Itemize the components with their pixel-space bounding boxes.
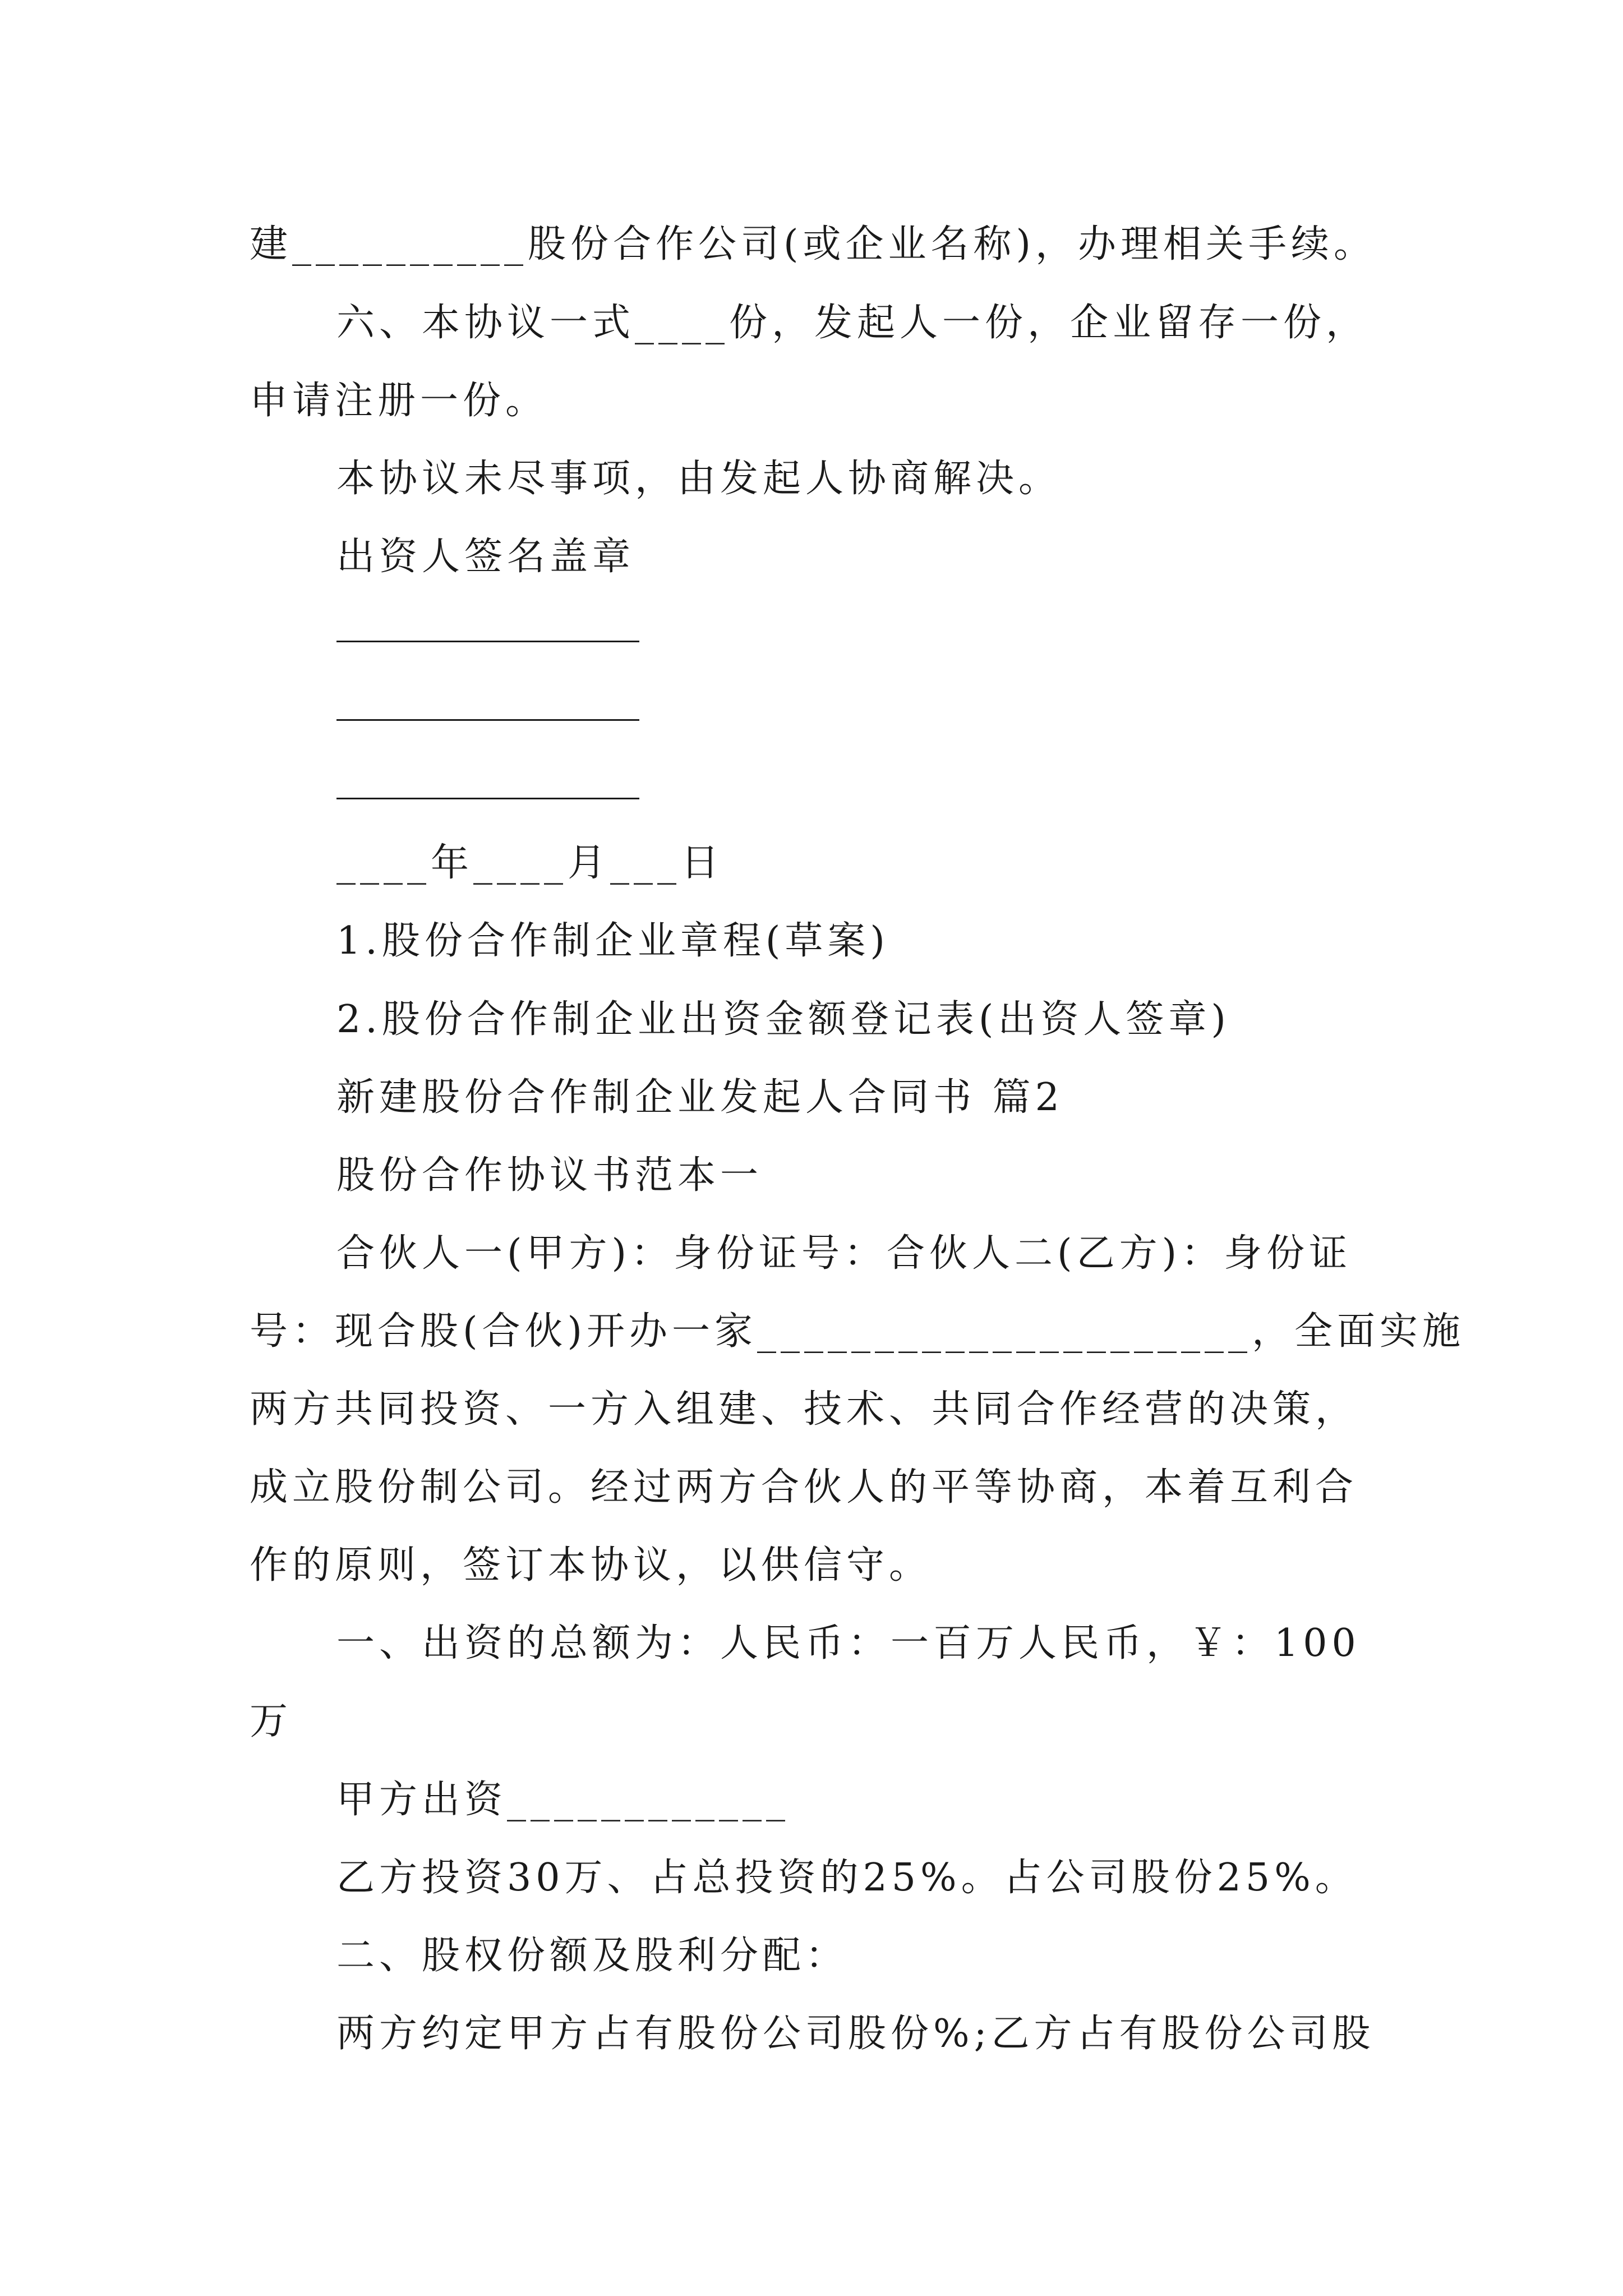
text-line: 成立股份制公司。经过两方合伙人的平等协商，本着互利合 bbox=[250, 1465, 1358, 1510]
text-line: 一、出资的总额为：人民币：一百万人民币，￥：100 bbox=[336, 1621, 1361, 1665]
section-title: 新建股份合作制企业发起人合同书 篇2 bbox=[336, 1075, 1064, 1120]
text-line: 合伙人一(甲方)：身份证号：合伙人二(乙方)：身份证 bbox=[336, 1231, 1352, 1276]
signature-line bbox=[336, 641, 639, 642]
text-line: 出资人签名盖章 bbox=[336, 535, 635, 579]
text-line: 两方共同投资、一方入组建、技术、共同合作经营的决策， bbox=[250, 1387, 1358, 1432]
text-line: 建__________股份合作公司(或企业名称)，办理相关手续。 bbox=[250, 222, 1377, 266]
list-item: 1.股份合作制企业章程(草案) bbox=[336, 919, 889, 963]
text-line: 万 bbox=[250, 1699, 293, 1743]
text-line: 乙方投资30万、占总投资的25%。占公司股份25%。 bbox=[336, 1856, 1358, 1900]
text-line: 作的原则，签订本协议，以供信守。 bbox=[250, 1543, 932, 1588]
text-line: 两方约定甲方占有股份公司股份%;乙方占有股份公司股 bbox=[336, 2012, 1375, 2056]
signature-line bbox=[336, 798, 639, 799]
text-line: 号：现合股(合伙)开办一家_____________________，全面实施 bbox=[250, 1309, 1465, 1354]
list-item: 2.股份合作制企业出资金额登记表(出资人签章) bbox=[336, 997, 1230, 1042]
text-line: 本协议未尽事项，由发起人协商解决。 bbox=[336, 457, 1062, 501]
text-line: 申请注册一份。 bbox=[250, 379, 548, 423]
section-subtitle: 股份合作协议书范本一 bbox=[336, 1153, 763, 1198]
text-line: 六、本协议一式____份，发起人一份，企业留存一份， bbox=[336, 301, 1369, 345]
date-line: ____年____月___日 bbox=[336, 841, 724, 885]
signature-line bbox=[336, 719, 639, 721]
text-line: 甲方出资____________ bbox=[336, 1778, 790, 1822]
text-line: 二、股权份额及股利分配： bbox=[336, 1934, 849, 1978]
